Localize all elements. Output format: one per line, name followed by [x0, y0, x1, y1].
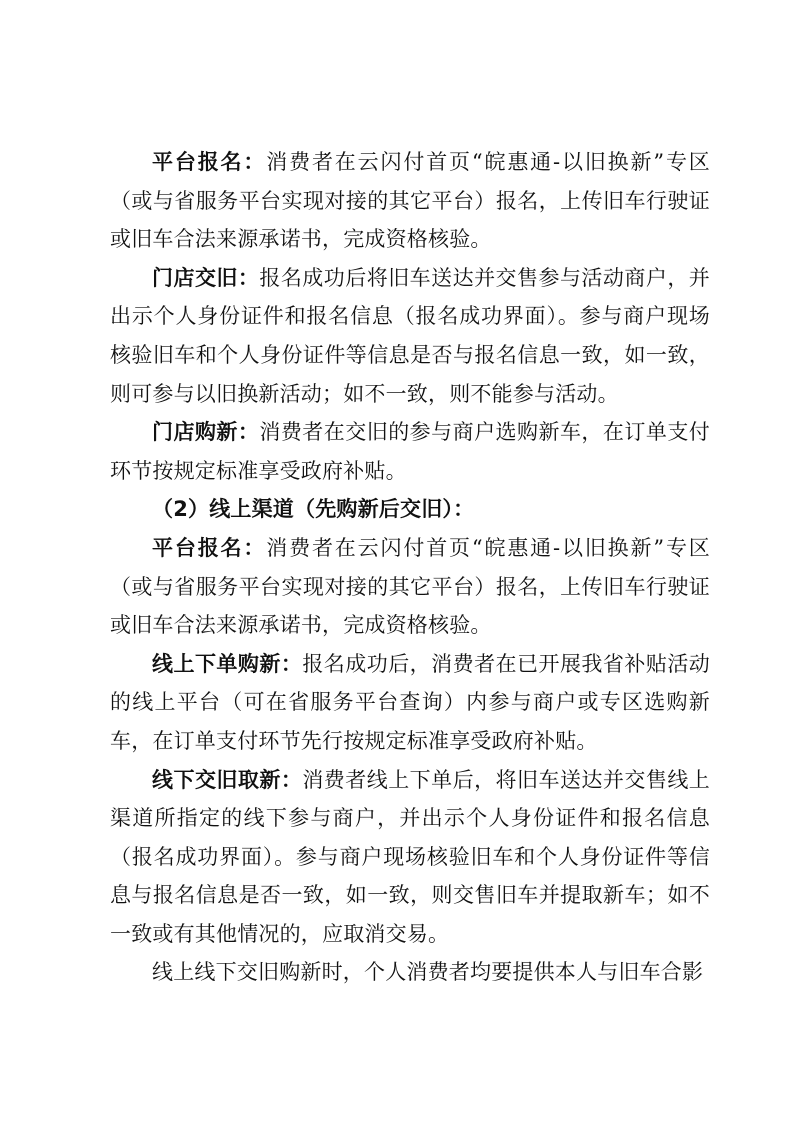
paragraph-text: 消费者在云闪付首页“皖惠通-以旧换新”专区（或与省服务平台实现对接的其它平台）报名，上传旧车行驶证或旧车合法来源承诺书，完成资格核验。 — [110, 535, 710, 638]
paragraph-store-trade-in — [110, 259, 710, 413]
paragraph-text: 报名成功后将旧车送达并交售参与活动商户，并出示个人身份证件和报名信息（报名成功界面）。参与商户现场核验旧车和个人身份证件等信息是否与报名信息一致，如一致，则可参与以旧换新活动；如不一致，则不能参与活动。 — [110, 265, 710, 406]
paragraph-closing: 线上线下交旧购新时，个人消费者均要提供本人与旧车合影 — [152, 960, 704, 985]
paragraph-text: 消费者在云闪付首页“皖惠通-以旧换新”专区（或与省服务平台实现对接的其它平台）报名，上传旧车行驶证或旧车合法来源承诺书，完成资格核验。 — [110, 150, 710, 252]
paragraph-text: 消费者在交旧的参与商户选购新车，在订单支付环节按规定标准享受政府补贴。 — [110, 420, 710, 483]
document-body — [110, 143, 710, 992]
paragraph-lead: 门店购新： — [152, 420, 260, 445]
paragraph-store-purchase — [110, 413, 710, 490]
paragraph-lead: 门店交旧： — [152, 265, 260, 290]
paragraph-lead: 平台报名： — [152, 535, 267, 560]
paragraph-online-platform-signup — [110, 529, 710, 645]
paragraph-lead: 线下交旧取新： — [152, 767, 303, 792]
section-heading-online-channel: （2）线上渠道（先购新后交旧）： — [152, 497, 475, 522]
paragraph-lead: 平台报名： — [152, 150, 267, 174]
paragraph-offline-platform-signup — [110, 143, 710, 259]
paragraph-text: 报名成功后，消费者在已开展我省补贴活动的线上平台（可在省服务平台查询）内参与商户或专区选购新车，在订单支付环节先行按规定标准享受政府补贴。 — [110, 651, 710, 753]
paragraph-offline-pickup — [110, 761, 710, 954]
paragraph-lead: 线上下单购新： — [152, 651, 303, 676]
paragraph-online-order — [110, 645, 710, 761]
paragraph-text: 消费者线上下单后，将旧车送达并交售线上渠道所指定的线下参与商户，并出示个人身份证件和报名信息（报名成功界面）。参与商户现场核验旧车和个人身份证件等信息与报名信息是否一致，如一致，则交售旧车并提取新车；如不一致或有其他情况的，应取消交易。 — [110, 767, 710, 946]
